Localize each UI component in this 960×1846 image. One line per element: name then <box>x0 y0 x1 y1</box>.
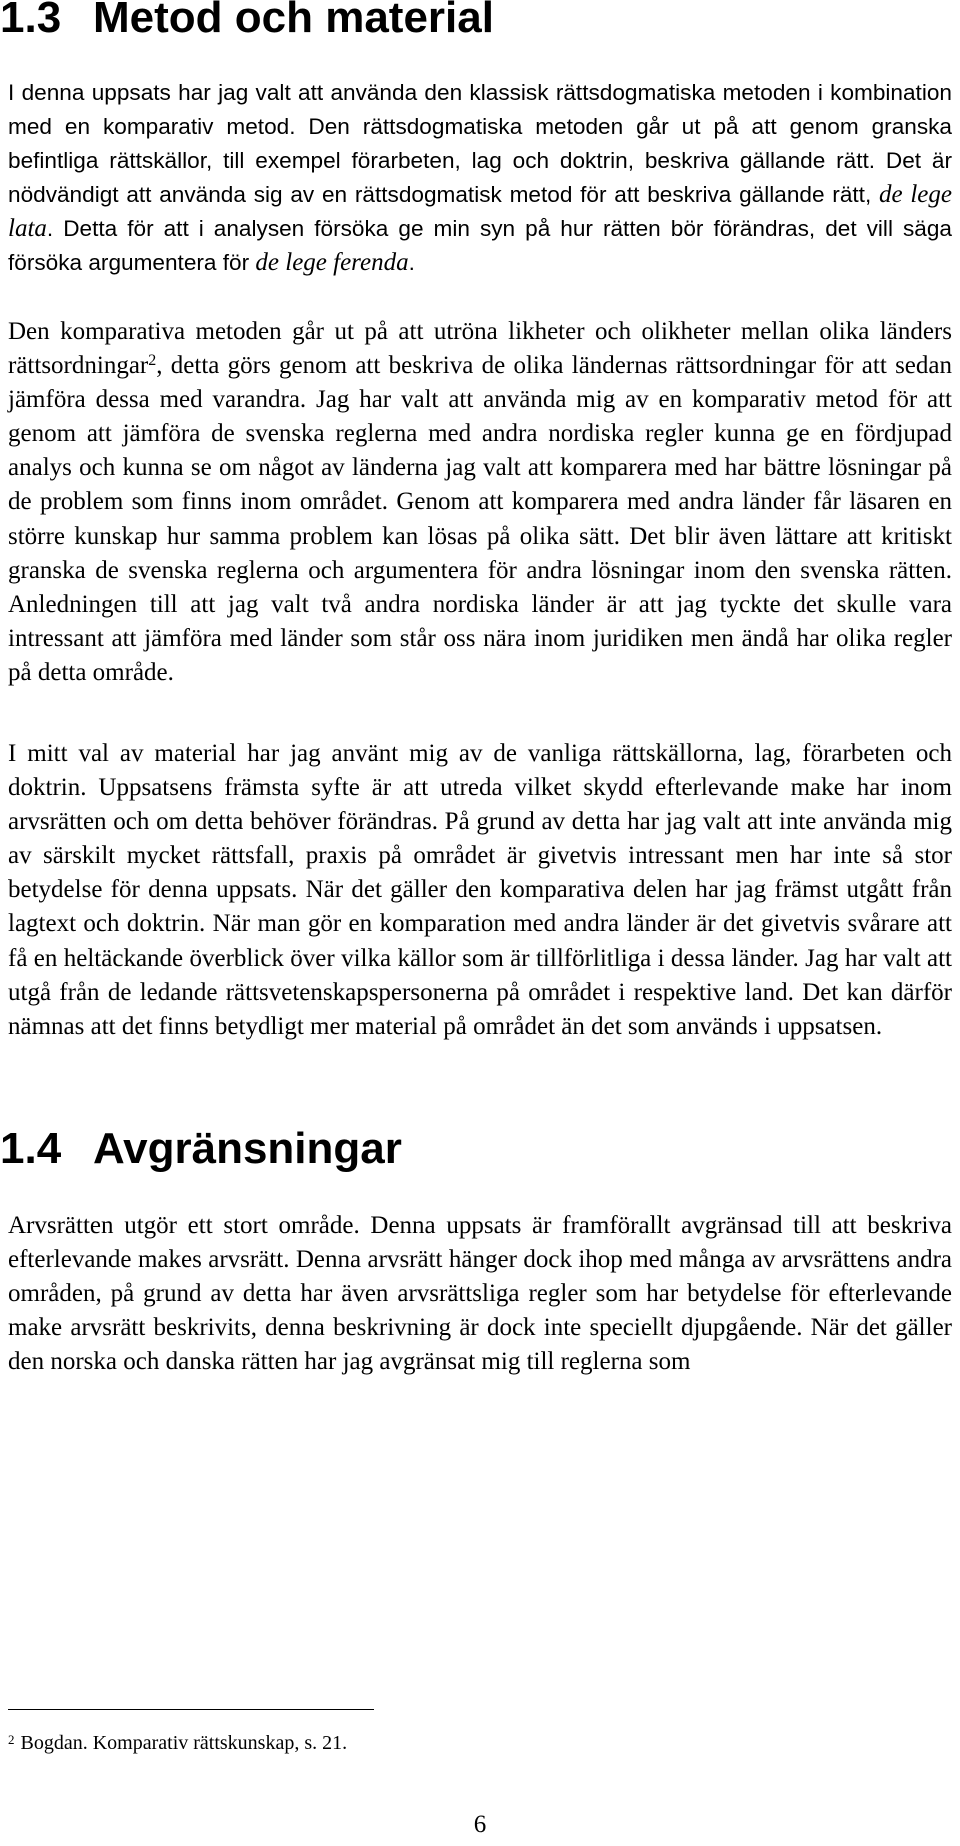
footnote-reference[interactable]: 2 <box>148 352 157 370</box>
footnote-divider <box>8 1709 374 1710</box>
section-title: Metod och material <box>93 0 494 42</box>
paragraph-comparative-method <box>8 315 952 690</box>
paragraph-delimitations: Arvsrätten utgör ett stort område. Denna uppsats är framförallt avgränsad till att beskriva efterlevande makes arvsrätt. Denna arvsrätt hänger dock ihop med många av arvsrättens andra områden, på grund av detta har även arvsrättsliga regler som har betydelse för efterlevande make arvsrätt beskrivits, denna beskrivning är dock inte speciellt djupgående. När det gäller den norska och danska rätten har jag avgränsat mig till reglerna som <box>8 1212 952 1376</box>
section-number: 1.4 <box>0 1124 62 1173</box>
section-heading-1-4 <box>0 1124 402 1173</box>
paragraph-text: . Detta för att i analysen försöka ge min syn på hur rätten bör förändras, det vill säga försöka argumentera för <box>8 216 952 276</box>
page-number: 6 <box>473 1811 487 1838</box>
paragraph-method-intro <box>8 76 952 281</box>
italic-term: de lege lata <box>8 181 952 243</box>
paragraph-text: Den komparativa metoden går ut på att utröna likheter och olikheter mellan olika länders rättsordningar <box>8 318 952 380</box>
paragraph-material: I mitt val av material har jag använt mig av de vanliga rättskällorna, lag, förarbeten och doktrin. Uppsatsens främsta syfte är att utreda vilket skydd efterlevande make har inom arvsrätten och om detta behöver förändras. På grund av detta har jag valt att inte använda mig av särskilt mycket rättsfall, praxis på området är givetvis intressant men har inte så stor betydelse för denna uppsats. När det gäller den komparativa delen har jag främst utgått från lagtext och doktrin. När man gör en komparation med andra länder är det givetvis svårare att få en heltäckande överblick över vilka källor som är tillförlitliga i dessa länder. Jag har valt att utgå från de ledande rättsvetenskapspersonerna på området i respektive land. Det kan därför nämnas att det finns betydligt mer material på området än det som används i uppsatsen. <box>8 740 952 1040</box>
section-number: 1.3 <box>0 0 62 42</box>
footnote-text: Bogdan. Komparativ rättskunskap, s. 21. <box>20 1732 348 1754</box>
paragraph-text: . <box>408 250 415 276</box>
section-heading-1-3 <box>0 0 494 40</box>
italic-term: de lege ferenda <box>255 249 409 277</box>
footnote <box>8 1731 347 1755</box>
paragraph-text: , detta görs genom att beskriva de olika ländernas rättsordningar för att sedan jämföra dessa med varandra. Jag har valt att använda mig av en komparativ metod för att genom att jämföra de svenska reglerna med andra nordiska regler kunna ge en fördjupad analys och kunna se om något av länderna jag valt att komparera med har bättre lösningar på de problem som finns inom området. Genom att komparera med andra länder får läsaren en större kunskap hur samma problem kan lösas på olika sätt. Det blir även lättare att kritiskt granska de svenska reglerna och argumentera för andra lösningar inom den svenska rätten. Anledningen till att jag valt två andra nordiska länder är att jag tyckte det skulle vara intressant att jämföra med länder som står oss nära inom juridiken men ändå har olika regler på detta område. <box>8 352 952 686</box>
paragraph-text: I denna uppsats har jag valt att använda den klassisk rättsdogmatiska metoden i kombination med en komparativ metod. Den rättsdogmatiska metoden går ut på att genom granska befintliga rättskällor, till exempel förarbeten, lag och doktrin, beskriva gällande rätt. Det är nödvändigt att använda sig av en rättsdogmatisk metod för att beskriva gällande rätt, <box>8 80 952 208</box>
section-title: Avgränsningar <box>93 1124 402 1173</box>
footnote-mark: 2 <box>8 1732 15 1747</box>
